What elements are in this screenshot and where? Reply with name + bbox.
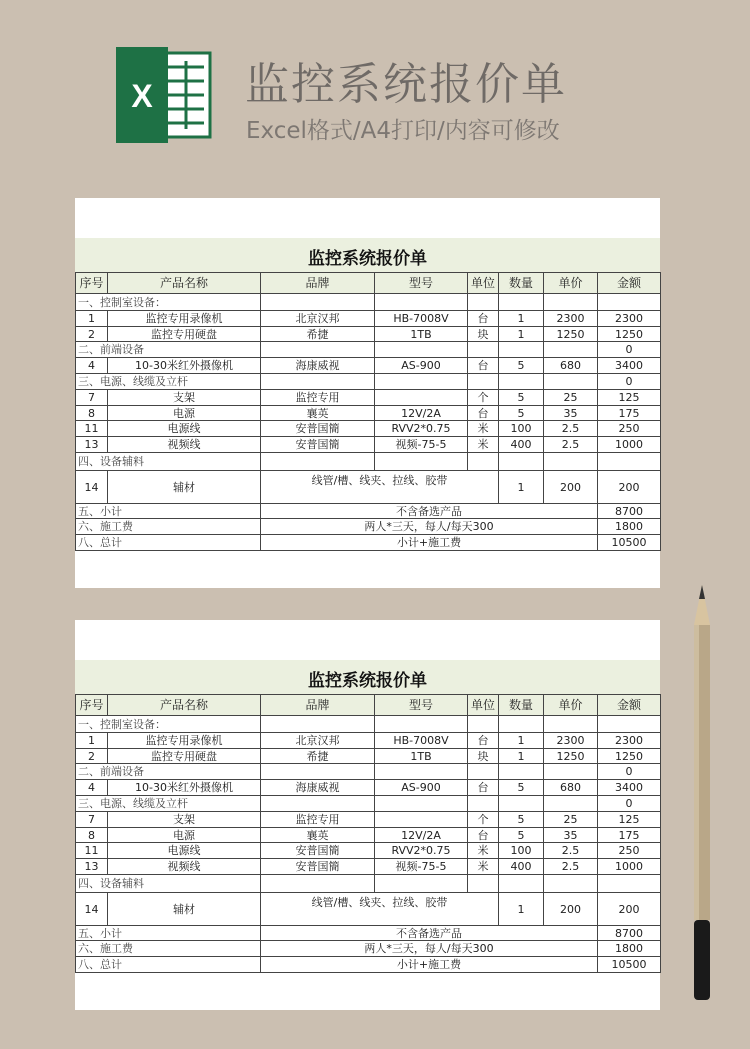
table-cell: 1: [499, 749, 544, 764]
table-cell: [544, 294, 598, 311]
table-cell: 7: [76, 812, 108, 828]
table-cell: 2: [76, 749, 108, 764]
table-cell: 1: [499, 733, 544, 749]
table-cell: [544, 764, 598, 780]
summary-note: 小计+施工费: [261, 957, 598, 973]
table-row: [76, 327, 661, 342]
table-row: [76, 342, 661, 358]
table-cell: 5: [499, 390, 544, 406]
table-cell: 175: [598, 406, 661, 421]
table-cell: 1: [499, 471, 544, 504]
table-cell: 安普国簡: [261, 843, 375, 859]
table-cell: 1000: [598, 437, 661, 453]
table-cell: [261, 342, 375, 358]
quote-sheet-preview: [75, 198, 660, 588]
table-cell: 台: [468, 828, 499, 843]
table-cell: 1: [499, 327, 544, 342]
page-title: 监控系统报价单: [245, 59, 567, 110]
amount-cell: [598, 875, 661, 893]
table-cell: 13: [76, 437, 108, 453]
table-cell: 10-30米红外摄像机: [108, 358, 261, 374]
table-cell: 监控专用: [261, 812, 375, 828]
table-cell: [375, 764, 468, 780]
sheet-title: 监控系统报价单: [308, 671, 427, 691]
table-cell: 14: [76, 471, 108, 504]
table-cell: 2300: [598, 311, 661, 327]
table-cell: 25: [544, 812, 598, 828]
table-row: [76, 796, 661, 812]
quote-sheet-preview: [75, 620, 660, 1010]
table-cell: 米: [468, 859, 499, 875]
table-cell: 13: [76, 859, 108, 875]
table-cell: 680: [544, 780, 598, 796]
table-row: [76, 311, 661, 327]
table-cell: [468, 453, 499, 471]
table-cell: [499, 453, 544, 471]
table-cell: 个: [468, 812, 499, 828]
table-cell: [544, 374, 598, 390]
table-row: [76, 749, 661, 764]
table-cell: 14: [76, 893, 108, 926]
summary-note: 两人*三天，每人/每天300: [261, 519, 598, 535]
table-cell: [375, 796, 468, 812]
section-label: 一、控制室设备：: [76, 716, 261, 733]
column-header: 产品名称: [108, 273, 261, 294]
table-cell: 12V/2A: [375, 828, 468, 843]
table-cell: 1: [499, 311, 544, 327]
amount-cell: 10500: [598, 957, 661, 973]
table-header-row: [76, 695, 661, 716]
table-cell: 1TB: [375, 327, 468, 342]
table-cell: 35: [544, 828, 598, 843]
table-row: [76, 294, 661, 311]
table-cell: 250: [598, 843, 661, 859]
table-cell: 希捷: [261, 749, 375, 764]
table-cell: 辅材: [108, 471, 261, 504]
table-cell: 线管/槽、线夹、拉线、胶带: [261, 471, 499, 504]
summary-label: 五、小计: [76, 926, 261, 941]
table-cell: [375, 342, 468, 358]
table-cell: 台: [468, 780, 499, 796]
table-cell: 个: [468, 390, 499, 406]
table-cell: AS-900: [375, 780, 468, 796]
amount-cell: 0: [598, 374, 661, 390]
table-cell: 2300: [544, 733, 598, 749]
table-cell: RVV2*0.75: [375, 843, 468, 859]
table-cell: [544, 875, 598, 893]
table-cell: 125: [598, 390, 661, 406]
table-cell: 3400: [598, 358, 661, 374]
table-cell: [375, 453, 468, 471]
table-cell: 电源线: [108, 421, 261, 437]
table-cell: 1250: [544, 327, 598, 342]
column-header: 序号: [76, 273, 108, 294]
page-subtitle: Excel格式/A4打印/内容可修改: [246, 118, 560, 144]
column-header: 单价: [544, 273, 598, 294]
table-cell: [468, 374, 499, 390]
table-cell: [375, 875, 468, 893]
table-row: [76, 780, 661, 796]
table-cell: 监控专用硬盘: [108, 327, 261, 342]
table-cell: [375, 294, 468, 311]
amount-cell: 8700: [598, 926, 661, 941]
table-cell: 8: [76, 406, 108, 421]
table-cell: 4: [76, 358, 108, 374]
table-row: [76, 390, 661, 406]
table-cell: 2.5: [544, 859, 598, 875]
table-cell: 监控专用录像机: [108, 311, 261, 327]
table-row: [76, 893, 661, 926]
table-cell: RVV2*0.75: [375, 421, 468, 437]
table-cell: 200: [544, 471, 598, 504]
table-cell: [261, 453, 375, 471]
column-header: 数量: [499, 273, 544, 294]
table-row: [76, 535, 661, 551]
table-cell: 米: [468, 843, 499, 859]
table-cell: [544, 796, 598, 812]
table-cell: 1250: [598, 749, 661, 764]
table-cell: 北京汉邦: [261, 733, 375, 749]
table-cell: 海康威视: [261, 358, 375, 374]
table-cell: 5: [499, 812, 544, 828]
table-cell: 视频-75-5: [375, 437, 468, 453]
section-label: 四、设备辅料: [76, 875, 261, 893]
table-cell: 支架: [108, 390, 261, 406]
table-cell: 电源: [108, 406, 261, 421]
table-cell: [499, 342, 544, 358]
table-row: [76, 471, 661, 504]
table-cell: 5: [499, 780, 544, 796]
table-cell: [261, 875, 375, 893]
table-row: [76, 843, 661, 859]
table-cell: 1250: [544, 749, 598, 764]
table-cell: 5: [499, 406, 544, 421]
table-cell: 175: [598, 828, 661, 843]
column-header: 单位: [468, 695, 499, 716]
table-cell: [375, 390, 468, 406]
table-cell: AS-900: [375, 358, 468, 374]
table-cell: [544, 342, 598, 358]
sheet-title: 监控系统报价单: [308, 249, 427, 269]
summary-note: 不含备选产品: [261, 926, 598, 941]
table-cell: 块: [468, 327, 499, 342]
table-cell: 安普国簡: [261, 437, 375, 453]
table-cell: 台: [468, 406, 499, 421]
table-cell: 台: [468, 733, 499, 749]
section-label: 三、电源、线缆及立杆: [76, 796, 261, 812]
table-cell: 125: [598, 812, 661, 828]
summary-label: 八、总计: [76, 957, 261, 973]
table-row: [76, 437, 661, 453]
table-cell: [375, 812, 468, 828]
table-cell: 400: [499, 859, 544, 875]
table-row: [76, 453, 661, 471]
table-cell: 1250: [598, 327, 661, 342]
table-cell: 10-30米红外摄像机: [108, 780, 261, 796]
table-cell: 200: [544, 893, 598, 926]
amount-cell: 8700: [598, 504, 661, 519]
column-header: 单位: [468, 273, 499, 294]
table-cell: [499, 374, 544, 390]
table-cell: 7: [76, 390, 108, 406]
table-row: [76, 733, 661, 749]
table-cell: [468, 716, 499, 733]
table-cell: 线管/槽、线夹、拉线、胶带: [261, 893, 499, 926]
table-row: [76, 764, 661, 780]
summary-label: 八、总计: [76, 535, 261, 551]
table-row: [76, 421, 661, 437]
table-cell: 4: [76, 780, 108, 796]
table-cell: 2300: [544, 311, 598, 327]
table-cell: 襄英: [261, 828, 375, 843]
table-cell: 安普国簡: [261, 421, 375, 437]
table-cell: 2300: [598, 733, 661, 749]
pencil-decoration-icon: [690, 585, 714, 1005]
section-label: 四、设备辅料: [76, 453, 261, 471]
table-cell: 2: [76, 327, 108, 342]
table-cell: 安普国簡: [261, 859, 375, 875]
table-cell: [261, 716, 375, 733]
table-header-row: [76, 273, 661, 294]
amount-cell: 1800: [598, 519, 661, 535]
table-cell: [261, 796, 375, 812]
table-cell: 11: [76, 421, 108, 437]
column-header: 序号: [76, 695, 108, 716]
table-cell: 2.5: [544, 421, 598, 437]
table-cell: [499, 294, 544, 311]
table-row: [76, 812, 661, 828]
table-row: [76, 406, 661, 421]
table-row: [76, 358, 661, 374]
amount-cell: 1800: [598, 941, 661, 957]
table-cell: [375, 374, 468, 390]
table-cell: 希捷: [261, 327, 375, 342]
table-cell: 北京汉邦: [261, 311, 375, 327]
table-cell: [261, 294, 375, 311]
column-header: 品牌: [261, 273, 375, 294]
table-cell: [468, 875, 499, 893]
table-row: [76, 957, 661, 973]
table-cell: 8: [76, 828, 108, 843]
table-cell: 2.5: [544, 437, 598, 453]
table-row: [76, 519, 661, 535]
table-cell: 5: [499, 828, 544, 843]
table-cell: 1: [499, 893, 544, 926]
table-cell: [261, 374, 375, 390]
summary-label: 五、小计: [76, 504, 261, 519]
table-row: [76, 828, 661, 843]
table-cell: 11: [76, 843, 108, 859]
table-cell: 25: [544, 390, 598, 406]
section-label: 三、电源、线缆及立杆: [76, 374, 261, 390]
column-header: 产品名称: [108, 695, 261, 716]
quote-table: [75, 694, 661, 973]
column-header: 品牌: [261, 695, 375, 716]
table-cell: 1TB: [375, 749, 468, 764]
amount-cell: [598, 716, 661, 733]
column-header: 单价: [544, 695, 598, 716]
table-cell: 5: [499, 358, 544, 374]
table-cell: [499, 716, 544, 733]
table-cell: 100: [499, 421, 544, 437]
table-cell: [468, 764, 499, 780]
table-cell: 1: [76, 311, 108, 327]
summary-note: 两人*三天，每人/每天300: [261, 941, 598, 957]
column-header: 型号: [375, 695, 468, 716]
table-cell: 支架: [108, 812, 261, 828]
table-cell: 400: [499, 437, 544, 453]
summary-label: 六、施工费: [76, 519, 261, 535]
table-row: [76, 875, 661, 893]
section-label: 二、前端设备: [76, 342, 261, 358]
table-cell: [499, 875, 544, 893]
table-cell: 监控专用硬盘: [108, 749, 261, 764]
quote-table: [75, 272, 661, 551]
table-cell: 2.5: [544, 843, 598, 859]
excel-logo-icon: [116, 47, 212, 143]
table-cell: [468, 294, 499, 311]
table-cell: 米: [468, 437, 499, 453]
column-header: 数量: [499, 695, 544, 716]
table-cell: 视频-75-5: [375, 859, 468, 875]
table-cell: [375, 716, 468, 733]
table-cell: 视频线: [108, 859, 261, 875]
table-cell: [499, 796, 544, 812]
table-cell: [468, 342, 499, 358]
table-row: [76, 859, 661, 875]
table-cell: 视频线: [108, 437, 261, 453]
table-cell: 250: [598, 421, 661, 437]
svg-text:X: X: [131, 78, 153, 114]
table-cell: 电源: [108, 828, 261, 843]
table-cell: 块: [468, 749, 499, 764]
table-cell: 电源线: [108, 843, 261, 859]
column-header: 金额: [598, 273, 661, 294]
summary-label: 六、施工费: [76, 941, 261, 957]
table-cell: 台: [468, 358, 499, 374]
section-label: 二、前端设备: [76, 764, 261, 780]
table-cell: 辅材: [108, 893, 261, 926]
table-cell: 3400: [598, 780, 661, 796]
table-cell: 680: [544, 358, 598, 374]
amount-cell: 0: [598, 796, 661, 812]
amount-cell: [598, 294, 661, 311]
table-row: [76, 504, 661, 519]
table-cell: 台: [468, 311, 499, 327]
table-cell: 200: [598, 471, 661, 504]
table-cell: 监控专用: [261, 390, 375, 406]
table-cell: 100: [499, 843, 544, 859]
table-cell: 35: [544, 406, 598, 421]
column-header: 金额: [598, 695, 661, 716]
amount-cell: 0: [598, 764, 661, 780]
amount-cell: [598, 453, 661, 471]
table-cell: [499, 764, 544, 780]
table-cell: 襄英: [261, 406, 375, 421]
table-row: [76, 926, 661, 941]
table-cell: 1: [76, 733, 108, 749]
table-cell: [261, 764, 375, 780]
table-cell: 1000: [598, 859, 661, 875]
table-cell: 监控专用录像机: [108, 733, 261, 749]
amount-cell: 10500: [598, 535, 661, 551]
table-cell: 200: [598, 893, 661, 926]
table-cell: [544, 453, 598, 471]
table-row: [76, 941, 661, 957]
section-label: 一、控制室设备：: [76, 294, 261, 311]
table-cell: 12V/2A: [375, 406, 468, 421]
table-cell: 海康威视: [261, 780, 375, 796]
column-header: 型号: [375, 273, 468, 294]
table-row: [76, 374, 661, 390]
table-cell: 米: [468, 421, 499, 437]
table-cell: HB-7008V: [375, 311, 468, 327]
summary-note: 不含备选产品: [261, 504, 598, 519]
summary-note: 小计+施工费: [261, 535, 598, 551]
table-row: [76, 716, 661, 733]
table-cell: [544, 716, 598, 733]
table-cell: [468, 796, 499, 812]
amount-cell: 0: [598, 342, 661, 358]
table-cell: HB-7008V: [375, 733, 468, 749]
